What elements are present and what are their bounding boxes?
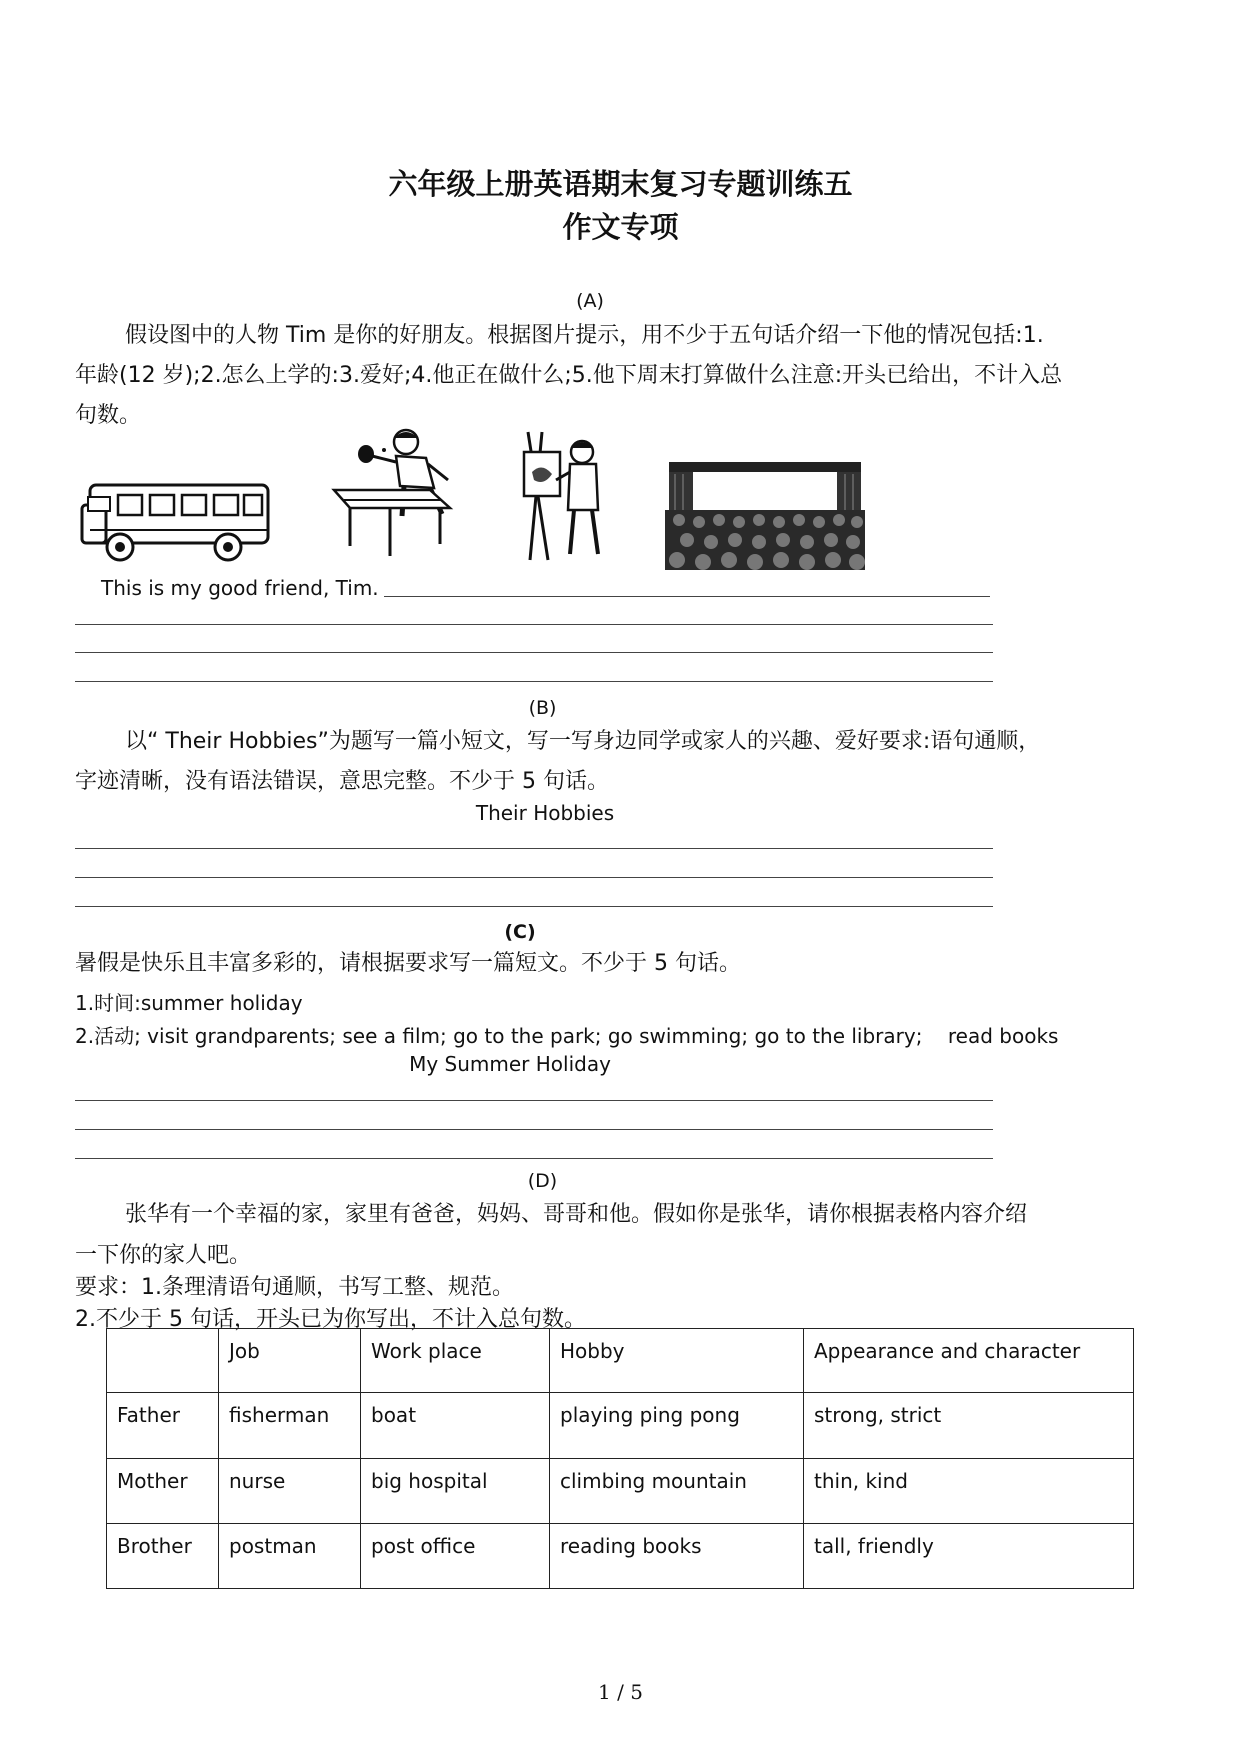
- section-a-label: (A): [576, 290, 604, 312]
- section-a-instructions: [75, 316, 1170, 356]
- section-c-item1: 1.时间:summer holiday: [75, 991, 303, 1015]
- section-b-essay-title: Their Hobbies: [475, 801, 615, 825]
- section-a-line1: 假设图中的人物 Tim 是你的好朋友。根据图片提示，用不少于五句话介绍一下他的情况包括:1.: [125, 323, 1044, 348]
- section-a-line2: 年龄(12 岁);2.怎么上学的:3.爱好;4.他正在做什么;5.他下周末打算做什么注意:开头已给出，不计入总: [75, 363, 1063, 388]
- writing-line[interactable]: [75, 652, 993, 653]
- ping-pong-picture: [330, 428, 460, 563]
- table-cell: tall, friendly: [804, 1524, 1134, 1589]
- table-row: [107, 1524, 1134, 1589]
- section-c-item2: 2.活动; visit grandparents; see a film; go to the park; go swimming; go to the library; read books: [75, 1024, 1059, 1048]
- table-header-row: [107, 1329, 1134, 1393]
- section-b-line2: 字迹清晰，没有语法错误，意思完整。不少于 5 句话。: [75, 769, 609, 794]
- table-cell: Father: [107, 1393, 219, 1459]
- table-header-cell: [107, 1329, 219, 1393]
- section-d-requirement2: 2.不少于 5 句话，开头已为你写出，不计入总句数。: [75, 1307, 586, 1332]
- table-cell: playing ping pong: [550, 1393, 804, 1459]
- table-header-cell: Work place: [361, 1329, 550, 1393]
- writing-line[interactable]: [75, 848, 993, 849]
- table-cell: postman: [219, 1524, 361, 1589]
- table-row: [107, 1459, 1134, 1524]
- section-c-label: (C): [504, 921, 536, 943]
- section-d-line2: 一下你的家人吧。: [75, 1243, 252, 1268]
- section-a-starter: This is my good friend, Tim.: [101, 576, 379, 600]
- writing-line[interactable]: [75, 1100, 993, 1101]
- bus-picture: [78, 475, 273, 565]
- table-cell: fisherman: [219, 1393, 361, 1459]
- section-c-essay-title: My Summer Holiday: [409, 1052, 611, 1076]
- table-cell: post office: [361, 1524, 550, 1589]
- table-cell: strong, strict: [804, 1393, 1134, 1459]
- table-cell: Brother: [107, 1524, 219, 1589]
- writing-line[interactable]: [75, 1129, 993, 1130]
- writing-line[interactable]: [75, 624, 993, 625]
- writing-line[interactable]: [75, 1158, 993, 1159]
- section-a-line3: 句数。: [75, 403, 142, 428]
- table-cell: big hospital: [361, 1459, 550, 1524]
- section-c-intro: 暑假是快乐且丰富多彩的，请根据要求写一篇短文。不少于 5 句话。: [75, 951, 741, 976]
- table-cell: reading books: [550, 1524, 804, 1589]
- table-header-cell: Hobby: [550, 1329, 804, 1393]
- section-d-line1: 张华有一个幸福的家，家里有爸爸，妈妈、哥哥和他。假如你是张华，请你根据表格内容介绍: [125, 1202, 1028, 1227]
- table-row: [107, 1393, 1134, 1459]
- table-cell: climbing mountain: [550, 1459, 804, 1524]
- painting-picture: [520, 428, 610, 563]
- writing-line[interactable]: [75, 906, 993, 907]
- page-title: 六年级上册英语期末复习专题训练五: [388, 167, 853, 201]
- writing-line[interactable]: [75, 681, 993, 682]
- writing-line[interactable]: [384, 596, 990, 597]
- table-header-cell: Appearance and character: [804, 1329, 1134, 1393]
- section-d-requirement1: 要求：1.条理清语句通顺，书写工整、规范。: [75, 1275, 514, 1300]
- table-header-cell: Job: [219, 1329, 361, 1393]
- table-cell: nurse: [219, 1459, 361, 1524]
- table-cell: thin, kind: [804, 1459, 1134, 1524]
- family-table: [106, 1328, 1134, 1589]
- page-number: 1 / 5: [598, 1680, 643, 1704]
- table-cell: boat: [361, 1393, 550, 1459]
- section-d-label: (D): [527, 1170, 558, 1192]
- section-b-label: (B): [528, 697, 557, 719]
- page-subtitle: 作文专项: [562, 210, 679, 244]
- theater-picture: [665, 460, 865, 570]
- table-cell: Mother: [107, 1459, 219, 1524]
- section-b-line1: 以“ Their Hobbies”为题写一篇小短文，写一写身边同学或家人的兴趣、爱好要求:语句通顺，: [125, 729, 1041, 754]
- writing-line[interactable]: [75, 877, 993, 878]
